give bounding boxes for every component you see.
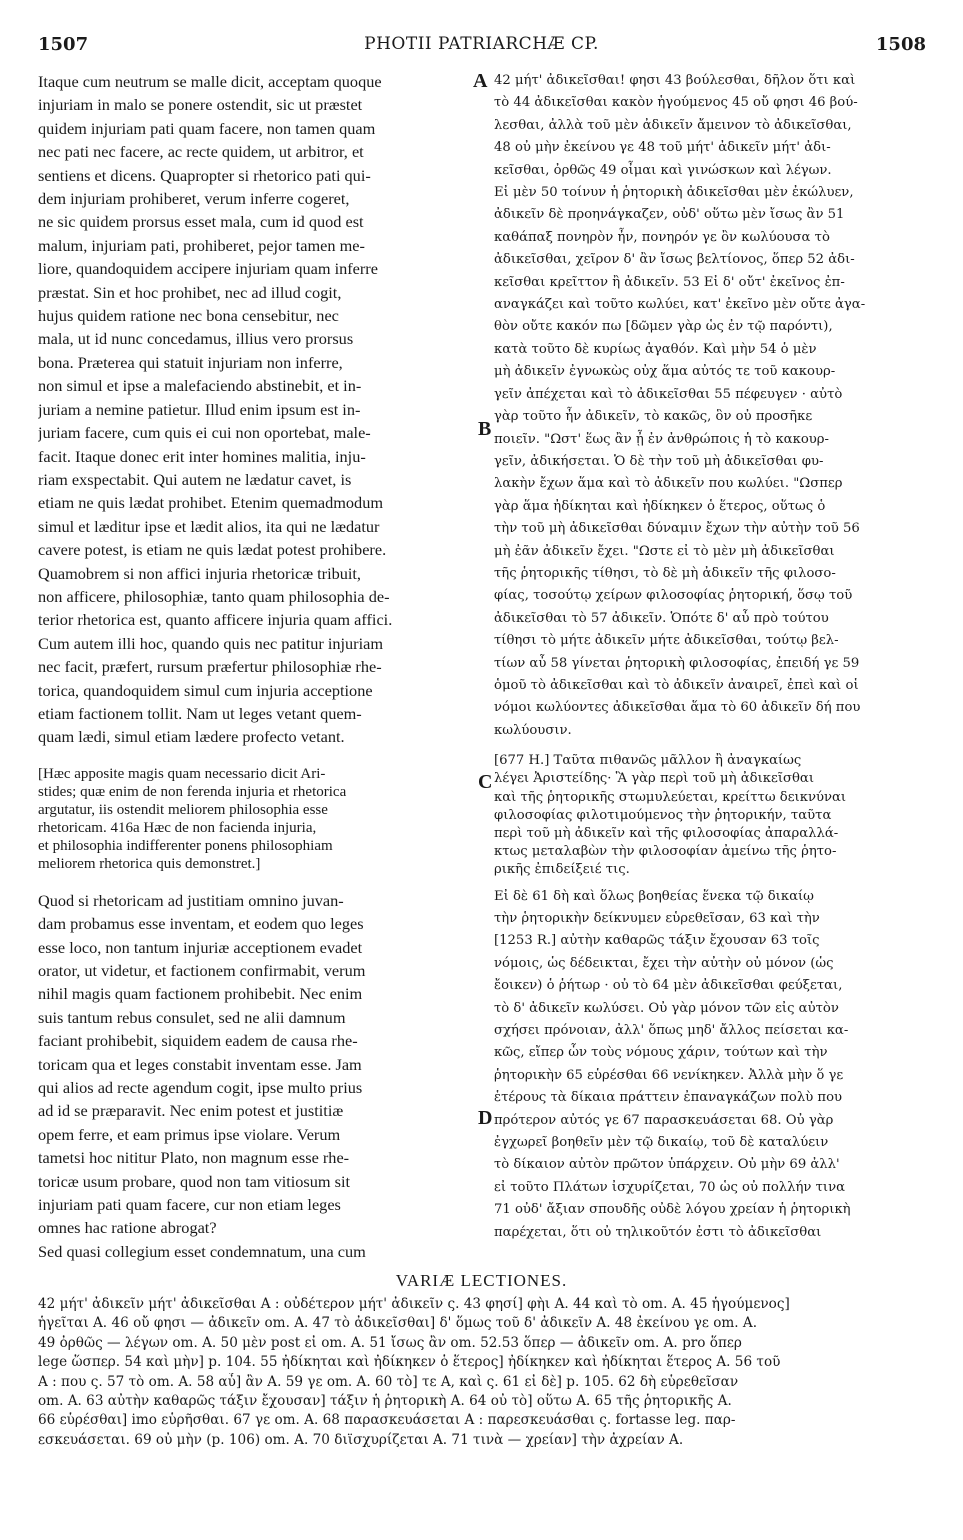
text-line: μὴ ἀδικεῖν ἐγνωκὼς οὐχ ἅμα αὐτός τε τοῦ κακουρ- [494,364,836,380]
text-line: αναγκάζει καὶ τοῦτο κωλύει, κατ' ἐκεῖνο μὲν οὔτε ἀγα- [494,297,866,313]
text-line: Quamobrem si non affici injuria rhetoricæ tribuit, [38,563,361,583]
text-line: ἔοικεν) ὁ ῥήτωρ · οὐ τὸ 64 μὲν ἀδικεῖσθαι φεύξεται, [494,978,843,994]
variant-line: 49 ὀρθῶς — λέγων om. A. 50 μὲν post εἰ om. A. 51 ἴσως ἂν om. 52.53 ὅπερ — ἀδικεῖν om. A. pro ὅπερ [38,1334,742,1351]
text-line: toricæ usum probare, quod non tam vitiosum sit [38,1171,351,1191]
text-line: τὴν ῥητορικὴν δείκνυμεν εὑρεθεῖσαν, 63 καὶ τὴν [494,911,820,927]
note-line: ρικῆς ἐπιδείξειέ τις. [494,862,630,878]
text-line: ὁμοῦ τὸ ἀδικεῖσθαι καὶ τὸ ἀδικεῖν ἀναιρεῖ, ἐπεὶ καὶ οἱ [494,677,859,693]
margin-marker-d: D [478,1107,493,1129]
text-line: κατὰ τοῦτο δὲ κυρίως ἀγαθόν. Καὶ μὴν 54 ὁ μὲν [494,341,817,357]
text-line: κῶς, εἴπερ ὧν τοὺς νόμους χάριν, τούτων καὶ τὴν [494,1045,828,1061]
variant-line: lege ὥσπερ. 54 καὶ μὴν] p. 104. 55 ἠδίκηται καὶ ἠδίκηκεν ὁ ἕτερος] ἠδίκηκεν καὶ ἠδίκηται ἕτερος A. 56 τοῦ [38,1354,781,1371]
latin-main-text [38,70,472,749]
text-line: præstat. Sin et hoc prohibet, nec ad illud cogit, [38,282,342,302]
text-line: esse loco, non tantum injuriæ acceptionem evadet [38,937,363,957]
margin-marker-a: A [473,70,488,92]
text-line: εἰ τοῦτο Πλάτων ἰσχυρίζεται, 70 ὡς οὐ πολλήν τινα [494,1179,846,1195]
text-line: τὸ δ' ἀδικεῖν κωλύσει. Οὐ γὰρ μόνον τῶν εἰς αὐτὸν [494,1000,839,1016]
text-line: ἀδικεῖσθαι, χεῖρον δ' ἂν ἴσως βελτίονος, ὅπερ 52 ἀδι- [494,252,855,268]
text-line: non simul et ipse a malefaciendo abstinebit, et in- [38,376,362,396]
text-line: etiam factionem tollit. Nam ut leges vetant quem- [38,703,362,723]
text-line: λακὴν ἔχων ἅμα καὶ τὸ ἀδικεῖν που κωλύει. "Ωσπερ [494,476,843,492]
text-line: dam probamus esse inventam, et eodem quo leges [38,914,364,934]
text-line: mala, ut id nunc concedamus, illius vero prorsus [38,329,354,349]
text-line: κεῖσθαι κρεῖττον ἢ ἀδικεῖν. 53 Εἰ δ' οὔτ' ἐκεῖνος ἐπ- [494,274,845,290]
text-line: τὴν τοῦ μὴ ἀδικεῖσθαι δύναμιν ἔχων τὴν αὐτὴν τοῦ 56 [494,521,860,537]
text-line: riam exspectabit. Qui autem ne lædatur cavet, is [38,469,352,489]
text-line: malum, injuriam pati, prohiberet, pejor tamen me- [38,235,365,255]
text-line: Cum autem illi hoc, quando quis nec patitur injuriam [38,633,384,653]
text-line: juriam facere, cum quis ei cui non oportebat, male- [38,423,371,443]
text-line: παρέχεται, ὅτι οὐ τηλικοῦτόν ἐστι τὸ ἀδικεῖσθαι [494,1224,822,1240]
text-line: terior rhetorica est, quanto afficere injuria quam affici. [38,610,393,630]
text-line: θὸν οὔτε κακόν πω [δῶμεν γὰρ ὡς ἐν τῷ παρόντι), [494,319,833,335]
text-line: 42 μήτ' ἀδικεῖσθαι! φησι 43 βούλεσθαι, δῆλον ὅτι καὶ [494,73,856,88]
text-line: non afficere, philosophiæ, tanto quam philosophia de- [38,586,390,606]
note-line: φιλοσοφίας φιλοτιμούμενος τὴν ῥητορικήν, ταῦτα [494,807,832,823]
note-line: [Hæc apposite magis quam necessario dicit Ari- [38,765,326,782]
text-line: opem ferre, et eam primus ipse violare. Verum [38,1124,341,1144]
text-line: sentiens et dicens. Quapropter si rhetorico pati qui- [38,165,371,185]
variant-line: 42 μήτ' ἀδικεῖν μήτ' ἀδικεῖσθαι A : οὐδέτερον μήτ' ἀδικεῖν ς. 43 φησί] φὴι A. 44 καὶ τὸ om. A. 45 ἡγούμενος] [38,1296,790,1312]
text-line: Εἰ μὲν 50 τοίνυν ἡ ῥητορικὴ ἀδικεῖσθαι μὲν ἐκώλυεν, [494,185,854,201]
text-line: nec pati nec facere, ac recte quidem, ut arbitror, et [38,142,364,162]
text-line: Quod si rhetoricam ad justitiam omnino juvan- [38,890,344,910]
note-line: περὶ τοῦ μὴ ἀδικεῖν καὶ τῆς φιλοσοφίας ἀπαραλλά- [494,826,839,841]
text-line: hujus quidem ratione nec bona censebitur, nec [38,306,339,326]
text-line: ἀδικεῖσθαι τὸ 57 ἀδικεῖν. Ὁπότε δ' αὖ πρὸ τούτου [494,610,829,626]
note-line: argutatur, iis ostendit meliorem philosophia esse [38,801,328,818]
text-line: simul et læditur ipse et lædit alios, ita qui ne lædatur [38,516,380,536]
text-line: nec facit, præfert, rursum præfertur philosophiæ rhe- [38,657,382,677]
text-line: Sed quasi collegium esset condemnatum, una cum [38,1241,366,1261]
text-line: bona. Præterea qui statuit injuriam non inferre, [38,352,343,372]
text-line: faciant prohibebit, siquidem eadem de causa rhe- [38,1031,358,1051]
text-line: quam lædi, simul etiam lædere profecto vetant. [38,727,345,747]
latin-column [38,70,472,1263]
text-line: omnes hac ratione abrogat? [38,1218,217,1238]
greek-note [494,752,932,879]
text-line: 71 οὐδ' ἄξιαν σπουδῆς οὐδὲ λόγου χρείαν ἡ ῥητορικὴ [494,1202,851,1218]
text-line: dem injuriam prohiberet, verum inferre cogeret, [38,189,350,209]
text-line: etiam ne quis lædat prohibet. Etenim quemadmodum [38,493,384,513]
page-number-left: 1507 [38,34,89,55]
text-line: νόμοι κωλύοντες ἀδικεῖσθαι ἅμα τὸ 60 ἀδικεῖν δή που [494,700,861,716]
text-line: [1253 R.] αὐτὴν καθαρῶς τάξιν ἔχουσαν 63 τοῖς [494,933,820,949]
note-line: καὶ τῆς ῥητορικῆς στωμυλεύεται, κρείττω δεικνύναι [494,789,847,805]
text-line: Εἰ δὲ 61 δὴ καὶ ὅλως βοηθείας ἕνεκα τῷ δικαίῳ [494,888,814,904]
text-line: orator, ut videtur, et factionem confirmabit, verum [38,961,366,980]
variae-lectiones [38,1295,934,1450]
text-line: τῆς ῥητορικῆς τίθησι, τὸ δὲ μὴ ἀδικεῖν τῆς φιλοσο- [494,565,836,581]
variant-line: ἡγεῖται A. 46 οὔ φησι — ἀδικεῖν om. A. 47 τὸ ἀδικεῖσθαι] δ' ὅμως τοῦ δ' ἀδικεῖν A. 48 ἐκείνου γε om. A. [38,1315,758,1332]
latin-note [38,765,472,873]
text-line: τίθησι τὸ μήτε ἀδικεῖν μήτε ἀδικεῖσθαι, τούτῳ βελ- [494,633,839,649]
text-line: toricam qua et leges constabit inventam esse. Jam [38,1054,362,1074]
text-line: quidem injuriam pati quam facere, non tamen quam [38,118,376,138]
text-line: ne sic quidem prorsus esset mala, cum id quod est [38,212,364,232]
text-line: γὰρ ἅμα ἠδίκηται καὶ ἠδίκηκεν ὁ ἕτερος, οὕτως ὁ [494,498,826,514]
note-line: λέγει Ἀριστείδης· Ἃ γὰρ περὶ τοῦ μὴ ἀδικεῖσθαι [494,771,815,787]
text-line: γεῖν, ἀδικήσεται. Ὁ δὲ τὴν τοῦ μὴ ἀδικεῖσθαι φυ- [494,453,824,469]
variant-line: om. A. 63 αὐτὴν καθαρῶς τάξιν ἔχουσαν] τάξιν ἡ ῥητορικὴ A. 64 οὐ τὸ] οὕτω A. 65 τῆς ῥητορικῆς A. [38,1393,732,1410]
text-line: ῥητορικὴν 65 εὑρέσθαι 66 νενίκηκεν. Ἀλλὰ μὴν ὅ γε [494,1067,844,1083]
greek-column [494,70,932,1244]
text-line: ποιεῖν. "Ωστ' ἕως ἂν ᾖ ἐν ἀνθρώποις ἡ τὸ κακουρ- [494,431,829,447]
text-line: τὸ 44 ἀδικεῖσθαι κακὸν ἡγούμενος 45 οὔ φησι 46 βού- [494,95,858,111]
text-line: torica, quandoquidem simul cum injuria acceptione [38,680,373,700]
text-line: ad id se præparavit. Nec enim potest et justitiæ [38,1101,344,1121]
text-line: νόμοις, ὡς δέδεικται, ἔχει τὴν αὐτὴν οὐ μόνον (ὡς [494,955,834,971]
text-line: λεσθαι, ἀλλὰ τοῦ μὲν ἀδικεῖν ἄμεινον τὸ ἀδικεῖσθαι, [494,117,852,133]
text-line: injuriam pati quam facere, cur non etiam leges [38,1195,341,1215]
note-line: [677 H.] Ταῦτα πιθανῶς μᾶλλον ἢ ἀναγκαίως [494,753,802,769]
text-line: καθάπαξ πονηρὸν ἦν, πονηρόν γε ὂν κωλύουσα τὸ [494,229,830,245]
text-line: μὴ ἐᾶν ἀδικεῖν ἔχει. "Ωστε εἰ τὸ μὲν μὴ ἀδικεῖσθαι [494,543,835,559]
margin-marker-b: B [478,418,492,440]
note-line: stides; quæ enim de non ferenda injuria et rhetorica [38,783,347,800]
text-line: Itaque cum neutrum se malle dicit, acceptam quoque [38,72,382,91]
page-number-right: 1508 [875,34,926,55]
text-line: cavere potest, is etiam ne quis lædat potest prohibere. [38,540,387,560]
text-line: τὸ δίκαιον αὐτὸν πρῶτον ὑπάρχειν. Οὐ μὴν 69 ἀλλ' [494,1157,840,1173]
page-header [0,0,963,60]
note-line: rhetoricam. 416a Hæc de non facienda injuria, [38,819,317,836]
text-line: γεῖν ἀπέχεται καὶ τὸ ἀδικεῖσθαι 55 πέφευγεν · αὐτὸ [494,386,843,402]
text-line: φίας, τοσούτῳ χείρων φιλοσοφίας ῥητορική, ὅσῳ τοῦ [494,588,853,604]
running-title: PHOTII PATRIARCHÆ CP. [364,34,599,54]
text-line: τίων αὖ 58 γίνεται ῥητορικὴ φιλοσοφίας, ἐπειδή γε 59 [494,655,860,671]
variant-line: A : που ς. 57 τὸ om. A. 58 αὖ] ἂν A. 59 γε om. A. 60 τὸ] τε A, καὶ ς. 61 εἰ δὲ] p. 105. 62 δὴ εὑρεθεῖσαν [38,1373,739,1390]
text-line: juriam a nemine patietur. Illud enim ipsum est in- [38,399,361,419]
note-line: κτως μεταλαβὼν τὴν φιλοσοφίαν ἀμείνω τῆς ῥητο- [494,844,837,860]
text-line: liore, quandoquidem accipere injuriam quam inferre [38,259,378,279]
text-line: tametsi hoc nititur Plato, non magnum esse rhe- [38,1148,350,1168]
variae-lectiones-title: VARIÆ LECTIONES. [395,1271,568,1290]
text-line: 48 οὐ μὴν ἐκείνου γε 48 τοῦ μήτ' ἀδικεῖν μήτ' ἀδι- [494,140,831,156]
note-line: et philosophia indifferenter ponens philosophiam [38,837,333,854]
text-line: ἀδικεῖν δὲ προηνάγκαζεν, οὐδ' οὕτω μὲν ἴσως ἂν 51 [494,207,845,223]
margin-marker-c: C [478,771,493,793]
variant-line: εσκευάσεται. 69 οὐ μὴν (p. 106) om. A. 70 διϊσχυρίζεται A. 71 τινὰ — χρείαν] τὴν ἀχρείαν A. [38,1431,684,1448]
greek-main-text [494,70,932,742]
text-line: ἐγχωρεῖ βοηθεῖν μὲν τῷ δικαίῳ, τοῦ δὲ καταλύειν [494,1135,829,1151]
text-line: qui alios ad recte agendum cogit, ipse multo prius [38,1078,363,1098]
text-line: κωλύουσιν. [494,722,572,738]
text-line: suis tantum rebus consulet, sed ne alii damnum [38,1007,346,1027]
latin-second-text [38,889,472,1264]
note-line: meliorem rhetorica quis demonstret.] [38,855,261,872]
text-line: γὰρ τοῦτο ἦν ἀδικεῖν, τὸ κακῶς, ὃν οὐ προσῆκε [494,409,813,425]
text-line: πρότερον αὐτός γε 67 παρασκευάσεται 68. Οὐ γὰρ [494,1112,834,1128]
text-line: σχήσει πρόνοιαν, ἀλλ' ὅπως μηδ' ἄλλος πείσεται κα- [494,1023,849,1039]
variant-line: 66 εὑρέσθαι] imo εὑρῆσθαι. 67 γε om. A. 68 παρασκευάσεται A : παρεσκευάσθαι ς. fortasse leg. παρ- [38,1412,736,1429]
text-line: ἑτέρους τὰ δίκαια πράττειν ἐπαναγκάζων πολὺ που [494,1090,843,1106]
text-line: κεῖσθαι, ὀρθῶς 49 οἶμαι καὶ γινώσκων καὶ λέγων. [494,162,832,178]
text-line: injuriam in malo se ponere ostendit, sic ut præstet [38,95,363,115]
text-line: nihil magis quam factionem prohibebit. Nec enim [38,984,363,1004]
text-line: facit. Itaque donec erit inter homines malitia, inju- [38,446,366,466]
greek-second-text [494,886,932,1245]
